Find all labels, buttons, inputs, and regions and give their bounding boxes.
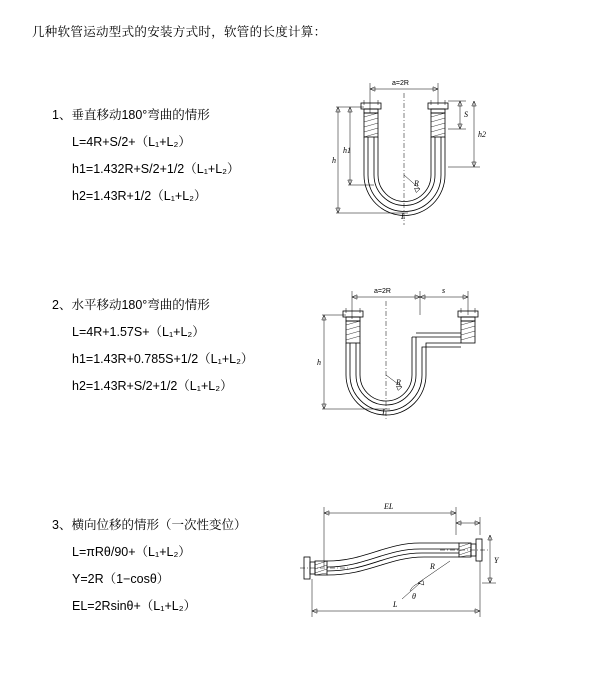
section-1-formula-1: L=4R+S/2+（L₁+L₂）	[72, 135, 191, 149]
section-2-formula-3: h2=1.43R+S/2+1/2（L₁+L₂）	[72, 379, 233, 393]
svg-text:a=2R: a=2R	[374, 288, 391, 295]
section-2-text	[52, 295, 312, 403]
svg-text:h2: h2	[478, 130, 486, 139]
svg-text:S: S	[464, 110, 468, 119]
svg-text:h: h	[332, 156, 336, 165]
section-2-formula-2: h1=1.43R+0.785S+1/2（L₁+L₂）	[72, 352, 254, 366]
svg-text:R: R	[414, 179, 419, 188]
section-1-formula-2: h1=1.432R+S/2+1/2（L₁+L₂）	[72, 162, 240, 176]
svg-text:L: L	[393, 600, 398, 609]
figure-horizontal-180	[308, 275, 508, 445]
svg-text:EL: EL	[384, 502, 394, 511]
figure-lateral-offset-drawing	[290, 495, 510, 635]
svg-text:h1: h1	[343, 146, 351, 155]
svg-text:h: h	[317, 358, 321, 367]
figure-vertical-180	[308, 67, 498, 257]
section-2-formula-1: L=4R+1.57S+（L₁+L₂）	[72, 325, 205, 339]
section-3-title: 3、横向位移的情形（一次性变位）	[52, 518, 247, 532]
figure-vertical-180-drawing	[308, 67, 498, 257]
svg-text:L: L	[401, 212, 406, 221]
svg-text:R: R	[430, 562, 435, 571]
svg-text:a=2R: a=2R	[392, 80, 409, 87]
svg-text:Y: Y	[494, 556, 499, 565]
svg-text:R: R	[396, 378, 401, 387]
section-3-formula-1: L=πRθ/90+（L₁+L₂）	[72, 545, 191, 559]
section-3-text	[52, 515, 312, 623]
svg-text:θ: θ	[412, 592, 416, 601]
page-title: 几种软管运动型式的安装方式时，软管的长度计算：	[32, 25, 327, 39]
svg-text:s: s	[442, 286, 446, 295]
svg-text:L: L	[382, 408, 387, 417]
section-1-text	[52, 105, 312, 213]
figure-lateral-offset	[290, 495, 510, 635]
section-3-formula-2: Y=2R（1−cosθ）	[72, 572, 170, 586]
section-1-title: 1、垂直移动180°弯曲的情形	[52, 108, 210, 122]
section-2-title: 2、水平移动180°弯曲的情形	[52, 298, 210, 312]
section-1-formula-3: h2=1.43R+1/2（L₁+L₂）	[72, 189, 207, 203]
figure-horizontal-180-drawing	[308, 275, 508, 445]
section-3-formula-3: EL=2Rsinθ+（L₁+L₂）	[72, 599, 197, 613]
